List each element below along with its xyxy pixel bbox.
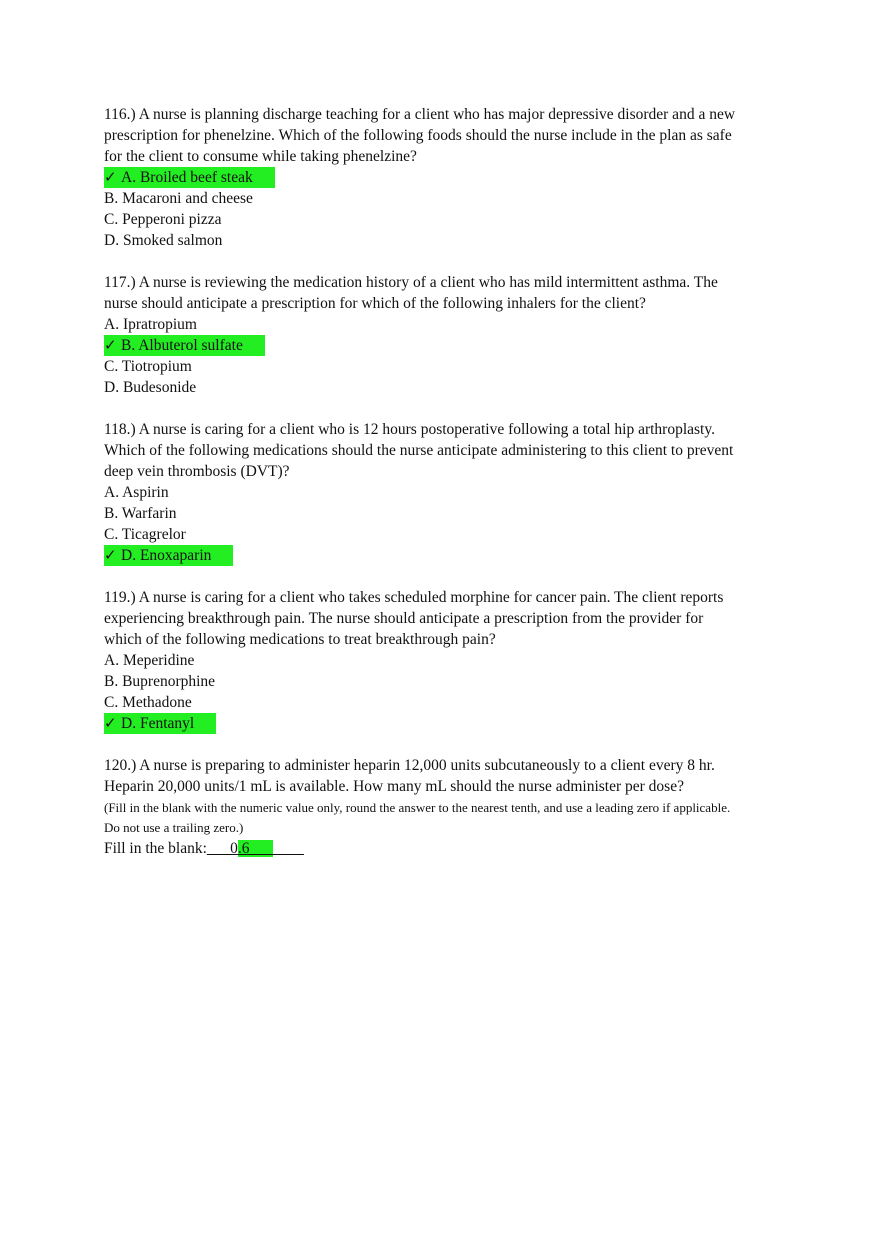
answer-option — [104, 503, 744, 524]
question-119 — [104, 587, 744, 734]
option-label: A. Aspirin — [104, 484, 169, 501]
blank-trailing: ____ — [272, 840, 304, 857]
answer-option — [104, 356, 744, 377]
option-label: D. Fentanyl — [121, 715, 195, 732]
option-label: C. Methadone — [104, 694, 192, 711]
answer-option — [104, 377, 744, 398]
option-label: B. Albuterol sulfate — [121, 337, 243, 354]
option-label: D. Smoked salmon — [104, 232, 223, 249]
answer-option — [104, 209, 744, 230]
answer-option — [104, 671, 744, 692]
question-text: 120.) A nurse is preparing to administer heparin 12,000 units subcutaneously to a client every 8 hr. Heparin 20,000 units/1 mL is available. How many mL should the nurse administer per dose? — [104, 757, 715, 795]
check-icon: ✓ — [104, 168, 117, 186]
question-120 — [104, 755, 744, 860]
option-label: D. Budesonide — [104, 379, 197, 396]
option-label: C. Pepperoni pizza — [104, 211, 222, 228]
answer-option — [104, 545, 744, 566]
answer-option — [104, 230, 744, 251]
answer-option — [104, 692, 744, 713]
answer-option — [104, 650, 744, 671]
question-116 — [104, 104, 744, 251]
fill-answer: .6___ — [237, 840, 273, 857]
option-label: B. Warfarin — [104, 505, 177, 522]
option-label: C. Ticagrelor — [104, 526, 186, 543]
option-label: D. Enoxaparin — [121, 547, 212, 564]
answer-option — [104, 167, 744, 188]
answer-option — [104, 524, 744, 545]
answer-option — [104, 335, 744, 356]
check-icon: ✓ — [104, 546, 117, 564]
option-label: A. Ipratropium — [104, 316, 197, 333]
option-label: A. Meperidine — [104, 652, 195, 669]
answer-option — [104, 713, 744, 734]
fill-in-blank-line — [104, 838, 744, 860]
answer-option — [104, 314, 744, 335]
check-icon: ✓ — [104, 336, 117, 354]
fill-label: Fill in the blank: — [104, 840, 207, 857]
document-page — [104, 104, 744, 881]
question-text: 119.) A nurse is caring for a client who takes scheduled morphine for cancer pain. The client reports experiencing breakthrough pain. The nurse should anticipate a prescription from the provider for which of the following medications to treat breakthrough pain? — [104, 589, 724, 648]
question-text: 118.) A nurse is caring for a client who is 12 hours postoperative following a total hip arthroplasty. Which of the following medications should the nurse anticipate administering to this client to prevent deep vein thrombosis (DVT)? — [104, 421, 734, 480]
question-118 — [104, 419, 744, 566]
option-label: C. Tiotropium — [104, 358, 192, 375]
blank-leading: ___0 — [206, 840, 238, 857]
question-117 — [104, 272, 744, 398]
question-text: 116.) A nurse is planning discharge teaching for a client who has major depressive disorder and a new prescription for phenelzine. Which of the following foods should the nurse include in the plan as safe for the client to consume while taking phenelzine? — [104, 106, 736, 165]
question-text: 117.) A nurse is reviewing the medication history of a client who has mild intermittent asthma. The nurse should anticipate a prescription for which of the following inhalers for the client? — [104, 274, 718, 312]
option-label: B. Buprenorphine — [104, 673, 216, 690]
option-label: A. Broiled beef steak — [121, 169, 253, 186]
answer-option — [104, 188, 744, 209]
option-label: B. Macaroni and cheese — [104, 190, 253, 207]
check-icon: ✓ — [104, 714, 117, 732]
fill-instruction: (Fill in the blank with the numeric value only, round the answer to the nearest tenth, and use a leading zero if applicable. Do not use a trailing zero.) — [104, 800, 731, 835]
answer-option — [104, 482, 744, 503]
